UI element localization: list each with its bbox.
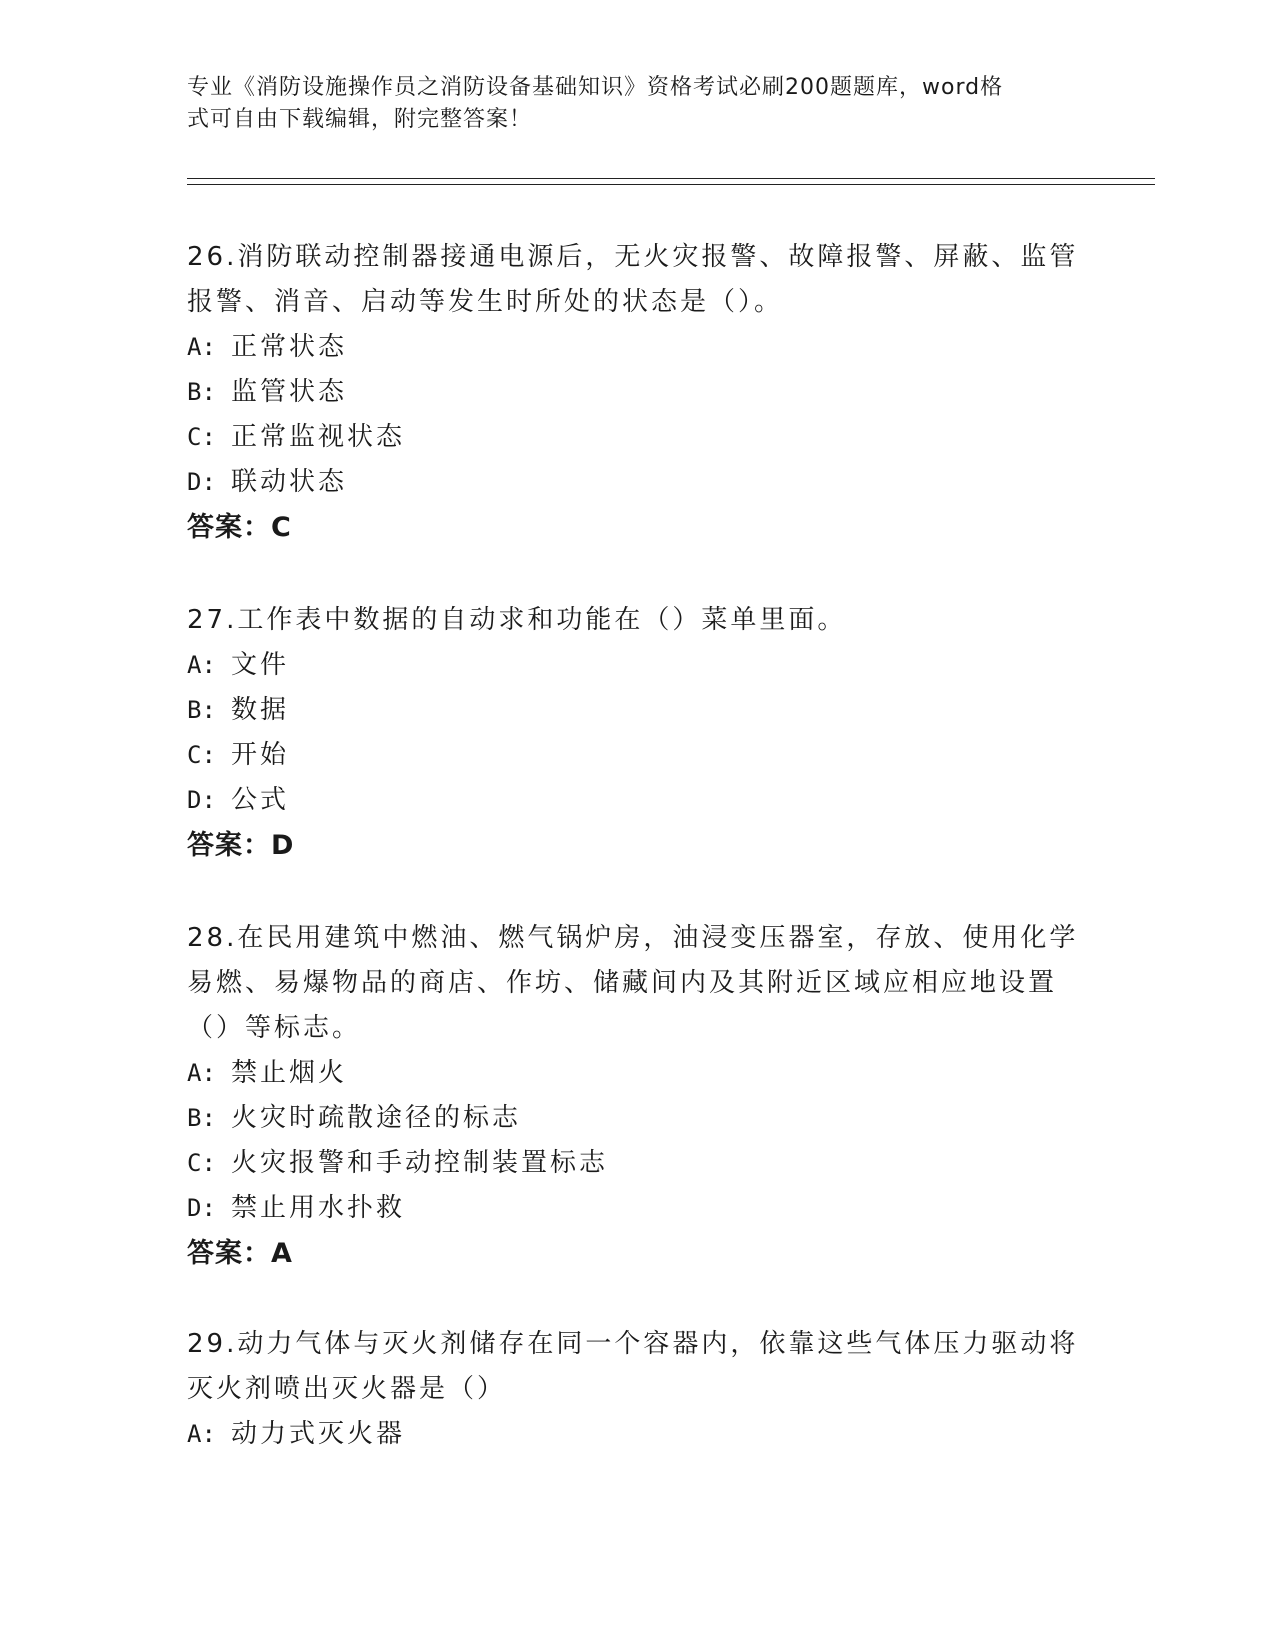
question-text-line: 27.工作表中数据的自动求和功能在（）菜单里面。 [187, 605, 847, 635]
option-c [187, 733, 1087, 778]
option-letter: C: [187, 1149, 216, 1177]
option-letter: C: [187, 741, 216, 769]
option-a [187, 643, 1087, 688]
option-a [187, 1412, 1087, 1457]
question-29 [187, 1322, 1087, 1457]
option-b [187, 370, 1087, 415]
answer-label: 答案：C [187, 512, 292, 543]
option-text: 正常监视状态 [231, 422, 406, 452]
option-letter: B: [187, 378, 216, 406]
document-header [187, 72, 1067, 136]
question-text-line: 灭火剂喷出灭火器是（） [187, 1374, 507, 1404]
header-divider-top [187, 178, 1155, 179]
option-letter: B: [187, 696, 216, 724]
option-letter: C: [187, 423, 216, 451]
option-d [187, 778, 1087, 823]
option-b [187, 1096, 1087, 1141]
option-text: 数据 [231, 695, 290, 725]
option-text: 正常状态 [231, 332, 348, 362]
header-divider-bottom [187, 184, 1155, 185]
option-letter: D: [187, 786, 216, 814]
option-d [187, 1186, 1087, 1231]
option-text: 禁止烟火 [231, 1058, 348, 1088]
option-letter: B: [187, 1104, 216, 1132]
option-text: 火灾时疏散途径的标志 [231, 1103, 522, 1133]
option-text: 开始 [231, 740, 290, 770]
option-text: 禁止用水扑救 [231, 1193, 406, 1223]
question-27 [187, 598, 1087, 869]
option-letter: A: [187, 333, 216, 361]
question-text-line: 易燃、易爆物品的商店、作坊、储藏间内及其附近区域应相应地设置 [187, 968, 1058, 998]
question-text-line: 报警、消音、启动等发生时所处的状态是（）。 [187, 287, 784, 317]
option-text: 联动状态 [231, 467, 348, 497]
question-26 [187, 235, 1087, 551]
option-letter: D: [187, 1194, 216, 1222]
question-text-line: 28.在民用建筑中燃油、燃气锅炉房，油浸变压器室，存放、使用化学 [187, 923, 1079, 953]
option-d [187, 460, 1087, 505]
option-text: 火灾报警和手动控制装置标志 [231, 1148, 609, 1178]
option-letter: D: [187, 468, 216, 496]
option-b [187, 688, 1087, 733]
question-text-line: （）等标志。 [187, 1013, 362, 1043]
option-a [187, 1051, 1087, 1096]
option-letter: A: [187, 1059, 216, 1087]
option-letter: A: [187, 1420, 216, 1448]
option-c [187, 1141, 1087, 1186]
option-text: 监管状态 [231, 377, 348, 407]
option-text: 公式 [231, 785, 290, 815]
option-c [187, 415, 1087, 460]
option-text: 文件 [231, 650, 290, 680]
header-line-2: 式可自由下载编辑，附完整答案！ [187, 107, 533, 132]
option-a [187, 325, 1087, 370]
question-text-line: 29.动力气体与灭火剂储存在同一个容器内，依靠这些气体压力驱动将 [187, 1329, 1079, 1359]
option-letter: A: [187, 651, 216, 679]
answer-label: 答案：A [187, 1238, 293, 1269]
question-28 [187, 916, 1087, 1277]
answer-label: 答案：D [187, 830, 295, 861]
question-text-line: 26.消防联动控制器接通电源后，无火灾报警、故障报警、屏蔽、监管 [187, 242, 1079, 272]
option-text: 动力式灭火器 [231, 1419, 406, 1449]
header-line-1: 专业《消防设施操作员之消防设备基础知识》资格考试必刷200题题库，word格 [187, 75, 1004, 100]
